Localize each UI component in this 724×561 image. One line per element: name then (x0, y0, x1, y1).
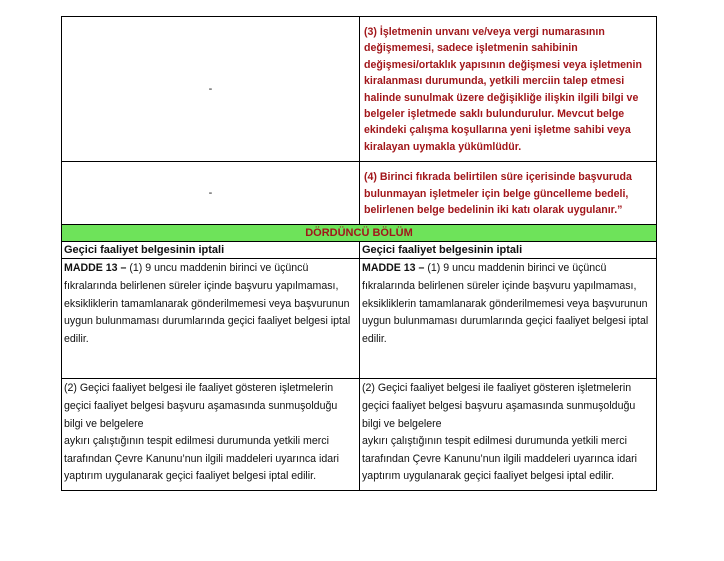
section-title: DÖRDÜNCÜ BÖLÜM (62, 225, 657, 242)
paragraph-2-first-part: (2) Geçici faaliyet belgesi ile faaliyet gösteren işletmelerin geçici faaliyet belgesi başvuru aşamasında sunmuşolduğu bilgi ve belgelere (64, 382, 338, 430)
left-cell-empty: - (62, 162, 360, 225)
left-article (62, 259, 360, 379)
paragraph-2-second-part: aykırı çalıştığının tespit edilmesi durumunda yetkili merci tarafından Çevre Kanunu’nun ilgili maddeleri uyarınca idari yaptırım uygulanarak geçici faaliyet belgesi iptal edilir. (362, 435, 638, 483)
left-heading: Geçici faaliyet belgesinin iptali (62, 242, 360, 259)
table-row (62, 162, 657, 225)
article-text: (1) 9 uncu maddenin birinci ve üçüncü fıkralarında belirlenen süreler içinde başvuru yapılmaması, eksikliklerin tamamlanarak gönderilmemesi veya başvurunun uygun bulunmaması durumlarında geçici faaliyet belgesi iptal edilir. (64, 262, 351, 345)
article-label: MADDE 13 – (64, 262, 127, 275)
section-row (62, 225, 657, 242)
left-cell-empty: - (62, 17, 360, 162)
amendment-paragraph-3: (3) İşletmenin unvanı ve/veya vergi numarasının değişmemesi, sadece işletmenin sahibinin değişmesi/ortaklık yapısının değişmesi veya işletmenin kiralanması durumunda, yetkili merciin talep etmesi halinde sunulmak üzere değişikliğe ilişkin ilgili bilgi ve belgeler işletmede saklı bulundurulur. Mevcut belge ekindeki çalışma koşullarına yeni işletme sahibi veya kiralayan uymakla yükümlüdür. (360, 17, 657, 162)
paragraph-2-first-part: (2) Geçici faaliyet belgesi ile faaliyet gösteren işletmelerin geçici faaliyet belgesi başvuru aşamasında sunmuşolduğu bilgi ve belgelere (362, 382, 636, 430)
right-paragraph-2 (360, 379, 657, 491)
right-heading: Geçici faaliyet belgesinin iptali (360, 242, 657, 259)
heading-row (62, 242, 657, 259)
comparison-table (61, 16, 657, 491)
table-row (62, 379, 657, 491)
right-article (360, 259, 657, 379)
table-row (62, 259, 657, 379)
left-paragraph-2 (62, 379, 360, 491)
paragraph-2-second-part: aykırı çalıştığının tespit edilmesi durumunda yetkili merci tarafından Çevre Kanunu’nun ilgili maddeleri uyarınca idari yaptırım uygulanarak geçici faaliyet belgesi iptal edilir. (64, 435, 340, 483)
amendment-paragraph-4: (4) Birinci fıkrada belirtilen süre içerisinde başvuruda bulunmayan işletmeler için belge güncelleme bedeli, belirlenen belge bedelinin iki katı olarak uygulanır.” (360, 162, 657, 225)
article-label: MADDE 13 – (362, 262, 425, 275)
article-text: (1) 9 uncu maddenin birinci ve üçüncü fıkralarında belirlenen süreler içinde başvuru yapılmaması, eksikliklerin tamamlanarak gönderilmemesi veya başvurunun uygun bulunmaması durumlarında geçici faaliyet belgesi iptal edilir. (362, 262, 649, 345)
table-row (62, 17, 657, 162)
